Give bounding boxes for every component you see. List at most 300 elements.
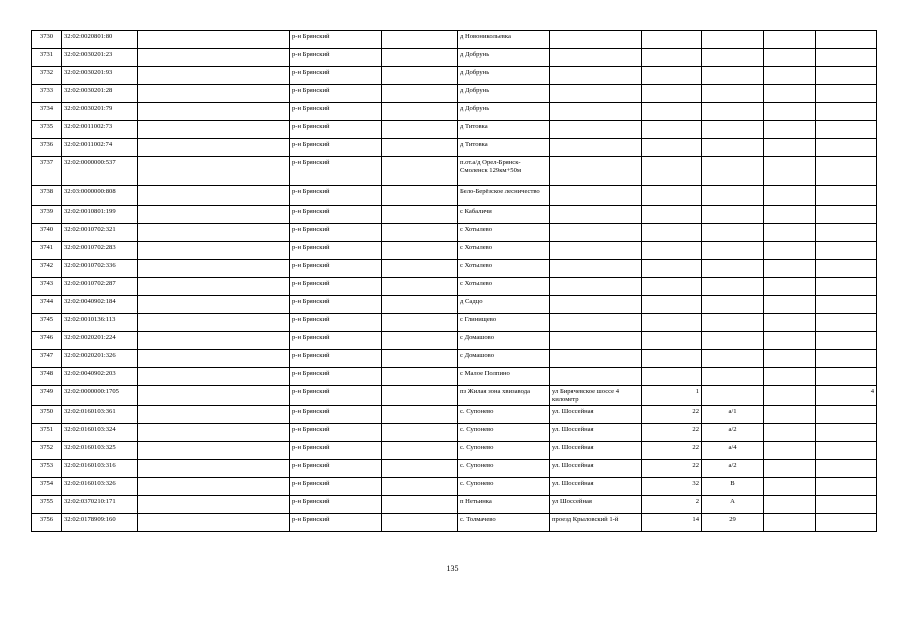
street: ул Бирячевское шоссе 4 километр: [550, 386, 642, 406]
structure-number: [816, 514, 877, 532]
locality: с Домашово: [458, 350, 550, 368]
table-row: [32, 368, 877, 386]
empty-cell: [138, 186, 290, 206]
table-row: [32, 260, 877, 278]
empty-cell: [382, 103, 458, 121]
street: [550, 31, 642, 49]
empty-cell: [382, 49, 458, 67]
cadastral-number: 32:02:0160103:324: [62, 424, 138, 442]
structure-number: [816, 478, 877, 496]
district: р-н Брянский: [290, 442, 382, 460]
table-row: [32, 31, 877, 49]
cadastral-number: 32:02:0011002:74: [62, 139, 138, 157]
empty-cell: [764, 260, 816, 278]
street: [550, 139, 642, 157]
structure-number: [816, 186, 877, 206]
structure-number: [816, 157, 877, 186]
building-letter: В: [702, 478, 764, 496]
table-row: [32, 67, 877, 85]
empty-cell: [138, 206, 290, 224]
row-number: 3740: [32, 224, 62, 242]
building-letter: [702, 67, 764, 85]
locality: д Добрунь: [458, 67, 550, 85]
empty-cell: [382, 139, 458, 157]
house-number: [642, 31, 702, 49]
cadastral-number: 32:03:0000000:808: [62, 186, 138, 206]
empty-cell: [764, 424, 816, 442]
district: р-н Брянский: [290, 386, 382, 406]
building-letter: [702, 186, 764, 206]
empty-cell: [382, 514, 458, 532]
street: [550, 49, 642, 67]
house-number: [642, 67, 702, 85]
house-number: 2: [642, 496, 702, 514]
house-number: [642, 49, 702, 67]
empty-cell: [138, 139, 290, 157]
cadastral-number: 32:02:0010702:283: [62, 242, 138, 260]
street: ул Шоссейная: [550, 496, 642, 514]
house-number: [642, 121, 702, 139]
cadastral-number: 32:02:0160103:326: [62, 478, 138, 496]
structure-number: [816, 121, 877, 139]
cadastral-number: 32:02:0030201:23: [62, 49, 138, 67]
building-letter: [702, 296, 764, 314]
house-number: [642, 103, 702, 121]
district: р-н Брянский: [290, 224, 382, 242]
district: р-н Брянский: [290, 368, 382, 386]
locality: д Добрунь: [458, 49, 550, 67]
empty-cell: [764, 496, 816, 514]
house-number: [642, 368, 702, 386]
empty-cell: [764, 314, 816, 332]
street: ул. Шоссейная: [550, 424, 642, 442]
empty-cell: [382, 157, 458, 186]
house-number: [642, 206, 702, 224]
table-row: [32, 314, 877, 332]
house-number: [642, 224, 702, 242]
district: р-н Брянский: [290, 49, 382, 67]
building-letter: [702, 242, 764, 260]
empty-cell: [382, 406, 458, 424]
empty-cell: [138, 67, 290, 85]
empty-cell: [138, 224, 290, 242]
empty-cell: [382, 314, 458, 332]
structure-number: [816, 314, 877, 332]
structure-number: [816, 103, 877, 121]
street: [550, 278, 642, 296]
district: р-н Брянский: [290, 242, 382, 260]
row-number: 3735: [32, 121, 62, 139]
row-number: 3738: [32, 186, 62, 206]
building-letter: А: [702, 496, 764, 514]
table-row: [32, 514, 877, 532]
street: ул. Шоссейная: [550, 406, 642, 424]
locality: с Хотылево: [458, 224, 550, 242]
cadastral-number: 32:02:0178909:160: [62, 514, 138, 532]
empty-cell: [382, 121, 458, 139]
building-letter: [702, 157, 764, 186]
table-row: [32, 224, 877, 242]
building-letter: [702, 121, 764, 139]
locality: с Домашово: [458, 332, 550, 350]
cadastral-number: 32:02:0160103:361: [62, 406, 138, 424]
structure-number: [816, 278, 877, 296]
district: р-н Брянский: [290, 314, 382, 332]
empty-cell: [138, 85, 290, 103]
empty-cell: [764, 514, 816, 532]
empty-cell: [764, 224, 816, 242]
building-letter: а/2: [702, 424, 764, 442]
district: р-н Брянский: [290, 332, 382, 350]
locality: с. Супонево: [458, 478, 550, 496]
table-row: [32, 350, 877, 368]
empty-cell: [138, 496, 290, 514]
locality: с Глинищево: [458, 314, 550, 332]
table-row: [32, 242, 877, 260]
locality: п.от.а/д Орел-Брянск-Смоленск 129км+50м: [458, 157, 550, 186]
row-number: 3733: [32, 85, 62, 103]
house-number: 22: [642, 406, 702, 424]
structure-number: [816, 424, 877, 442]
row-number: 3742: [32, 260, 62, 278]
row-number: 3739: [32, 206, 62, 224]
empty-cell: [764, 478, 816, 496]
empty-cell: [138, 332, 290, 350]
table-row: [32, 103, 877, 121]
district: р-н Брянский: [290, 460, 382, 478]
empty-cell: [764, 460, 816, 478]
locality: п Нетьинка: [458, 496, 550, 514]
structure-number: [816, 442, 877, 460]
street: [550, 186, 642, 206]
empty-cell: [764, 139, 816, 157]
table-row: [32, 496, 877, 514]
building-letter: а/1: [702, 406, 764, 424]
empty-cell: [382, 186, 458, 206]
empty-cell: [382, 85, 458, 103]
structure-number: [816, 206, 877, 224]
district: р-н Брянский: [290, 496, 382, 514]
building-letter: 29: [702, 514, 764, 532]
empty-cell: [382, 224, 458, 242]
district: р-н Брянский: [290, 206, 382, 224]
empty-cell: [138, 406, 290, 424]
empty-cell: [764, 242, 816, 260]
row-number: 3756: [32, 514, 62, 532]
structure-number: [816, 224, 877, 242]
empty-cell: [138, 460, 290, 478]
row-number: 3732: [32, 67, 62, 85]
row-number: 3753: [32, 460, 62, 478]
empty-cell: [138, 260, 290, 278]
building-letter: [702, 350, 764, 368]
street: [550, 206, 642, 224]
empty-cell: [138, 296, 290, 314]
structure-number: [816, 368, 877, 386]
row-number: 3750: [32, 406, 62, 424]
building-letter: [702, 368, 764, 386]
street: [550, 224, 642, 242]
district: р-н Брянский: [290, 350, 382, 368]
table-row: [32, 186, 877, 206]
locality: д Титовка: [458, 121, 550, 139]
locality: д Добрунь: [458, 103, 550, 121]
row-number: 3748: [32, 368, 62, 386]
table-row: [32, 49, 877, 67]
building-letter: а/2: [702, 460, 764, 478]
empty-cell: [138, 368, 290, 386]
empty-cell: [764, 296, 816, 314]
building-letter: [702, 386, 764, 406]
empty-cell: [764, 368, 816, 386]
cadastral-number: 32:02:0020201:224: [62, 332, 138, 350]
empty-cell: [764, 386, 816, 406]
structure-number: [816, 85, 877, 103]
cadastral-number: 32:02:0000000:1705: [62, 386, 138, 406]
row-number: 3747: [32, 350, 62, 368]
empty-cell: [764, 121, 816, 139]
table-row: [32, 406, 877, 424]
building-letter: а/4: [702, 442, 764, 460]
street: [550, 103, 642, 121]
row-number: 3749: [32, 386, 62, 406]
district: р-н Брянский: [290, 67, 382, 85]
table-row: [32, 206, 877, 224]
house-number: [642, 350, 702, 368]
empty-cell: [382, 278, 458, 296]
empty-cell: [138, 424, 290, 442]
structure-number: [816, 31, 877, 49]
cadastral-number: 32:02:0010702:321: [62, 224, 138, 242]
table-row: [32, 157, 877, 186]
locality: с. Супонево: [458, 406, 550, 424]
house-number: [642, 157, 702, 186]
building-letter: [702, 314, 764, 332]
cadastral-number: 32:02:0010702:336: [62, 260, 138, 278]
empty-cell: [764, 206, 816, 224]
street: проезд Крыловский 1-й: [550, 514, 642, 532]
house-number: 22: [642, 460, 702, 478]
empty-cell: [382, 296, 458, 314]
table-row: [32, 85, 877, 103]
district: р-н Брянский: [290, 260, 382, 278]
empty-cell: [138, 386, 290, 406]
cadastral-number: 32:02:0160103:325: [62, 442, 138, 460]
building-letter: [702, 31, 764, 49]
empty-cell: [764, 406, 816, 424]
building-letter: [702, 332, 764, 350]
structure-number: [816, 260, 877, 278]
house-number: [642, 186, 702, 206]
locality: с. Толмачево: [458, 514, 550, 532]
locality: пз Жилая зона хвизавода: [458, 386, 550, 406]
cadastral-number: 32:02:0020801:80: [62, 31, 138, 49]
district: р-н Брянский: [290, 103, 382, 121]
district: р-н Брянский: [290, 406, 382, 424]
row-number: 3731: [32, 49, 62, 67]
house-number: [642, 260, 702, 278]
page-number: 135: [446, 564, 459, 573]
street: [550, 350, 642, 368]
district: р-н Брянский: [290, 121, 382, 139]
house-number: 22: [642, 442, 702, 460]
empty-cell: [138, 514, 290, 532]
house-number: 1: [642, 386, 702, 406]
house-number: 32: [642, 478, 702, 496]
empty-cell: [764, 157, 816, 186]
row-number: 3754: [32, 478, 62, 496]
empty-cell: [382, 206, 458, 224]
locality: с Хотылево: [458, 260, 550, 278]
street: [550, 332, 642, 350]
street: [550, 368, 642, 386]
house-number: 22: [642, 424, 702, 442]
district: р-н Брянский: [290, 85, 382, 103]
row-number: 3734: [32, 103, 62, 121]
structure-number: [816, 332, 877, 350]
street: [550, 85, 642, 103]
empty-cell: [138, 442, 290, 460]
empty-cell: [382, 350, 458, 368]
row-number: 3746: [32, 332, 62, 350]
empty-cell: [382, 442, 458, 460]
structure-number: [816, 460, 877, 478]
row-number: 3736: [32, 139, 62, 157]
house-number: [642, 332, 702, 350]
locality: с. Супонево: [458, 442, 550, 460]
table-row: [32, 386, 877, 406]
street: [550, 157, 642, 186]
cadastral-number: 32:02:0010136:113: [62, 314, 138, 332]
district: р-н Брянский: [290, 296, 382, 314]
empty-cell: [382, 368, 458, 386]
empty-cell: [138, 121, 290, 139]
district: р-н Брянский: [290, 31, 382, 49]
table-row: [32, 121, 877, 139]
row-number: 3751: [32, 424, 62, 442]
table-row: [32, 278, 877, 296]
cadastral-number: 32:02:0040902:184: [62, 296, 138, 314]
locality: д Садцо: [458, 296, 550, 314]
street: [550, 314, 642, 332]
structure-number: [816, 406, 877, 424]
building-letter: [702, 260, 764, 278]
structure-number: [816, 350, 877, 368]
locality: с Хотылево: [458, 278, 550, 296]
structure-number: 4: [816, 386, 877, 406]
empty-cell: [764, 350, 816, 368]
locality: д Титовка: [458, 139, 550, 157]
row-number: 3744: [32, 296, 62, 314]
district: р-н Брянский: [290, 514, 382, 532]
empty-cell: [382, 260, 458, 278]
registry-table: [31, 30, 877, 532]
cadastral-number: 32:02:0000000:537: [62, 157, 138, 186]
building-letter: [702, 103, 764, 121]
empty-cell: [764, 186, 816, 206]
structure-number: [816, 242, 877, 260]
empty-cell: [764, 85, 816, 103]
cadastral-number: 32:02:0011002:73: [62, 121, 138, 139]
empty-cell: [382, 478, 458, 496]
empty-cell: [764, 49, 816, 67]
cadastral-number: 32:02:0020201:326: [62, 350, 138, 368]
table-row: [32, 332, 877, 350]
district: р-н Брянский: [290, 278, 382, 296]
cadastral-number: 32:02:0040902:203: [62, 368, 138, 386]
empty-cell: [138, 103, 290, 121]
locality: с. Супонево: [458, 460, 550, 478]
structure-number: [816, 139, 877, 157]
empty-cell: [764, 278, 816, 296]
building-letter: [702, 278, 764, 296]
empty-cell: [138, 350, 290, 368]
locality: с Малое Полпино: [458, 368, 550, 386]
cadastral-number: 32:02:0370210:171: [62, 496, 138, 514]
empty-cell: [764, 332, 816, 350]
building-letter: [702, 224, 764, 242]
empty-cell: [138, 31, 290, 49]
building-letter: [702, 139, 764, 157]
cadastral-number: 32:02:0030201:28: [62, 85, 138, 103]
structure-number: [816, 496, 877, 514]
locality: с Кабаличи: [458, 206, 550, 224]
locality: с Хотылево: [458, 242, 550, 260]
row-number: 3755: [32, 496, 62, 514]
district: р-н Брянский: [290, 139, 382, 157]
row-number: 3737: [32, 157, 62, 186]
street: [550, 67, 642, 85]
street: ул. Шоссейная: [550, 442, 642, 460]
empty-cell: [382, 31, 458, 49]
cadastral-number: 32:02:0030201:79: [62, 103, 138, 121]
empty-cell: [138, 242, 290, 260]
empty-cell: [382, 67, 458, 85]
street: [550, 121, 642, 139]
empty-cell: [138, 157, 290, 186]
empty-cell: [382, 496, 458, 514]
street: [550, 242, 642, 260]
row-number: 3741: [32, 242, 62, 260]
empty-cell: [138, 314, 290, 332]
district: р-н Брянский: [290, 157, 382, 186]
street: ул. Шоссейная: [550, 460, 642, 478]
cadastral-number: 32:02:0030201:93: [62, 67, 138, 85]
structure-number: [816, 49, 877, 67]
house-number: [642, 85, 702, 103]
locality: д Новоникольевка: [458, 31, 550, 49]
district: р-н Брянский: [290, 186, 382, 206]
cadastral-number: 32:02:0010702:287: [62, 278, 138, 296]
table-row: [32, 460, 877, 478]
cadastral-number: 32:02:0010801:199: [62, 206, 138, 224]
empty-cell: [382, 424, 458, 442]
table-row: [32, 139, 877, 157]
structure-number: [816, 296, 877, 314]
house-number: [642, 296, 702, 314]
empty-cell: [138, 278, 290, 296]
house-number: [642, 278, 702, 296]
empty-cell: [382, 460, 458, 478]
building-letter: [702, 206, 764, 224]
structure-number: [816, 67, 877, 85]
building-letter: [702, 85, 764, 103]
row-number: 3752: [32, 442, 62, 460]
empty-cell: [382, 332, 458, 350]
locality: с. Супонево: [458, 424, 550, 442]
house-number: [642, 314, 702, 332]
table-row: [32, 296, 877, 314]
